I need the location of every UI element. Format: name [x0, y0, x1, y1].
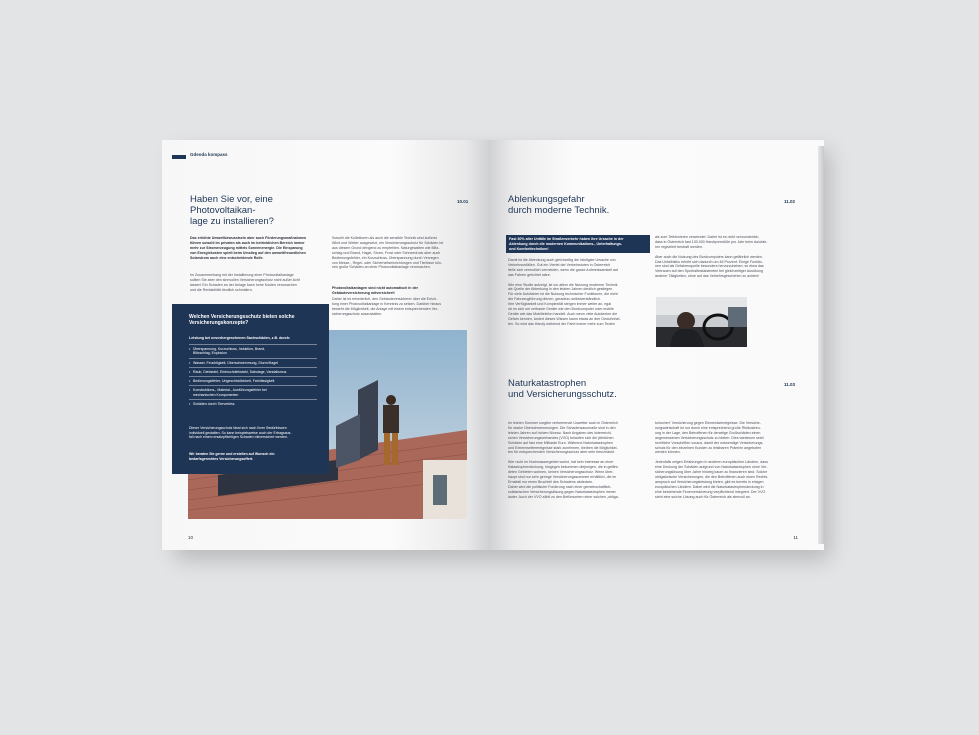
statistic-callout: Fast 30% aller Unfälle im Straßenverkehr haben ihre Ursache in der Ablenkung durch die modernen Kommunikations-, Unterhaltungs- und Komforttechniken!: [506, 235, 650, 253]
list-item: • Bedienungsfehler, Ungeschicklichkeit, Fahrlässigkeit: [189, 376, 317, 385]
page-number-right: 11: [793, 535, 798, 540]
heading-natural-disasters: Naturkatastrophen und Versicherungsschutz.: [508, 378, 617, 400]
distraction-column-2: als zum Telefonieren verwendet. Daher ist es nicht verwunderlich, dass in Österreich fast 130.000 Handyverstöße pro Jahr beim Autofah- ren registriert bestraft werden. Aber auch die Nutzung des Bordcomputers kann gefährlich werden. Das Unfallrisiko erhöht sich dadurch um 46 Prozent. Einige Funktio- nen sind als Gefahrenquelle besonders hervorzuheben, so etwa das Vertrauen auf den Spurhalteassistenten bei gleichzeitiger Ausübung anderer Tätigkeiten, ohne auf das Verkehrsgeschehen zu achten!: [655, 235, 768, 279]
brand-name: Gdeoda kompass: [190, 152, 228, 157]
box-cta: Wir beraten Sie gerne und erstellen auf Wunsch ein bedarfsgerechtes Versicherungsoffert.: [189, 452, 275, 461]
section-number-11-03: 11.03: [784, 382, 796, 387]
list-item: • Schäden durch Tierverbiss: [189, 399, 317, 408]
left-page: [162, 140, 488, 550]
disasters-column-2: torischen“ Versicherung gegen Elementarereignisse. Die Versiche- rungswirtschaft ist nur durch eine entsprechend große Risikostreu- ung in der Lage, den Betroffenen für derartige Großschäden einen angemessenen Versicherungsschutz zu bieten. Dies wiederum setzt rechtliche Vorschriften voraus, damit der notwendige Versicherungs- schutz für den einzelnen Kunden zu leistbaren Prämien angeboten werden können. Jedenfalls zeigen Erfahrungen in anderen europäischen Ländern, dass eine Deckung der Schäden aufgrund von Naturkatastrophen ohne Ver- sicherungslösung über Jahre hinweg kaum zu finanzieren sind. Solche obligatorische Versicherungen, die den Betroffenen auch einen Rechts- anspruch auf Versicherungsleistung bieten, gibt es bereits in einigen europäischen Ländern. Dabei wird die Naturkatastrophendeckung in eine bestehende Feuerversicherung verpflichtend integriert. Der VVO sieht eine solche Lösung auch für Österreich als sinnvoll an.: [655, 421, 769, 499]
list-item: • Raub, Diebstahl, Einbruchdiebstahl, Sabotage, Vandalismus: [189, 367, 317, 376]
brand-logo-bar: [172, 155, 186, 159]
list-item: • Überspannung, Kurzschluss, Induktion, Brand, Blitzschlag, Explosion: [189, 344, 317, 358]
distraction-column-1: Damit ist die Ablenkung auch gleichzeitig die häufigste Ursache von Verkehrsunfällen. Gut ein Viertel der Verkehrstoten in Österreich ließe sich vermutlich vermeiden, wenn die ganze Aufmerksamkeit auf das Fahren gerichtet wäre. Wie eine Studie aufzeigt, ist vor allem die Nutzung moderner Technik als Quelle der Ablenkung in den letzten Jahren deutlich gestiegen. Für viele Autofahrer ist die Nutzung technischer Funktionen, die nicht der Fahrzeugführung dienen, geradezu selbstverständlich. Ihre Verfügbarkeit und Komplexität steigen immer weiter an, egal ob es sich um verbaute Geräte wie den Bordcomputer oder mobile Geräte wie das Mobiltelefon handelt. Auch wenn viele Autolenker die Gefahr kennen, ändert dieses Wissen kaum etwas an den Gewohnhei- ten. So wird das Handy während der Fahrt immer mehr zum Texten: [508, 258, 621, 326]
page-edge: [818, 146, 824, 544]
right-page: [488, 140, 824, 550]
box-footer: Dieser Versicherungsschutz lässt sich nach Ihren Bedürfnissen individuell gestalten. So kann beispielsweise auch der Ertragsaus- fall nach einem ersatzpflichtigen Schaden mitversichert werden.: [189, 426, 292, 439]
driver-car-photo: [656, 297, 747, 347]
list-item: • Konstruktions-, Material-, Ausführungsfehler bei mechanischen Komponenten: [189, 385, 317, 399]
box-heading: Welchen Versicherungsschutz bieten solche Versicherungskonzepte?: [189, 314, 295, 326]
box-subheading: Leistung bei unvorhergesehenen Sachschäden, z.B. durch:: [189, 336, 291, 340]
section-number-10-01: 10.01: [457, 199, 469, 204]
section-number-11-02: 11.02: [784, 199, 796, 204]
heading-distraction: Ablenkungsgefahr durch moderne Technik.: [508, 194, 610, 216]
coverage-list: [189, 344, 317, 408]
disasters-column-1: Im letzten Sommer sorgten verheerende Unwetter auch in Österreich für starke Überschwemmungen. Die Schadensausmaße sind in den letzten Jahren auf hohem Niveau. Nach Angaben des österreichi- schen Versicherungsverbandes (VVO) belaufen sich die jährlichen Schäden auf fast eine Milliarde Euro. Während Naturkatastrophen und Extremwetterereignisse stark zunehmen, bleiben die Möglichkei- ten für entsprechenden Versicherungsschutz aber sehr beschränkt. Wer nicht im Hochwassergebiet wohnt, hat kein Interesse an einer Katastrophendeckung, hingegen bekommen diejenigen, die in gefähr- deten Gebieten wohnen, keinen Versicherungsschutz. Wenn über- haupt sind nur sehr geringe Versicherungssummen erhältlich, die im Ernstfall nur einen Bruchteil des Schadens abdecken. Daher wird die politische Forderung nach einer gemeinschaftlich- solidarischen Versicherungslösung gegen Naturkatastrophen immer lauter. Auch der VVO zählt zu den Befürwortern einer solchen „obliga-: [508, 421, 619, 499]
list-item: • Wasser, Feuchtigkeit, Überschwemmung, Sturm/Hagel: [189, 358, 317, 367]
column2-paragraph-2: Daher ist es erforderlich, den Gebäudeversicherer über die Errich- tung einer Photovoltaikanlage in Kenntnis zu setzen. Darüber hinaus besteht die Möglichkeit, die Anlage mit einem entsprechenden Ver- sicherungsschutz auszustatten.: [332, 297, 442, 316]
left-heading: Haben Sie vor, eine Photovoltaikan- lage zu installieren?: [190, 194, 274, 227]
coverage-info-box: [172, 304, 329, 474]
column2-paragraph: Sowohl die Kollektoren als auch die sensible Technik sind äußerst Wind und Wetter ausgesetzt, ein Versicherungsschutz für Schäden ist aus diesem Grund dringend zu empfehlen. Naturgewalten wie Blitz- schlag und Brand, Hagel, Sturm, Frost oder Schneedruck aber auch Bedienungsfehler, ein Kurzschluss, Überspannung durch Verzegen von Messe-, Regel- oder Sicherheitseinrichtungen und Tierbisse kön- nen große Schäden an einer Photovoltaikanlage verursachen.: [332, 236, 443, 270]
page-number-left: 10: [188, 535, 194, 540]
intro-bold-paragraph: Das erhöhte Umweltbewusstsein aber auch Förderungsmaßnahmen führen sowohl im privaten als auch im betrieblichen Bereich immer mehr zur Stromerzeugung mittels Sonnenenergie. Die Einsparung von Energiekosten spielt beim Umstieg auf den umweltfreundlichen Solarstrom auch eine entscheidende Rolle.: [190, 236, 307, 260]
column2-bold-paragraph: Photovoltaikanlagen sind nicht automatisch in der Gebäudeversicherung mitversichert!: [332, 286, 419, 295]
intro-paragraph: Im Zusammenhang mit der Installierung einer Photovoltaikanlage sollten Sie aber den sinnvollen Versicherungsschutz nicht außer Acht lassen! Ein Schaden an der Anlage kann hohe Kosten verursachen und die Rentabilität deutlich schmälern.: [190, 273, 300, 292]
